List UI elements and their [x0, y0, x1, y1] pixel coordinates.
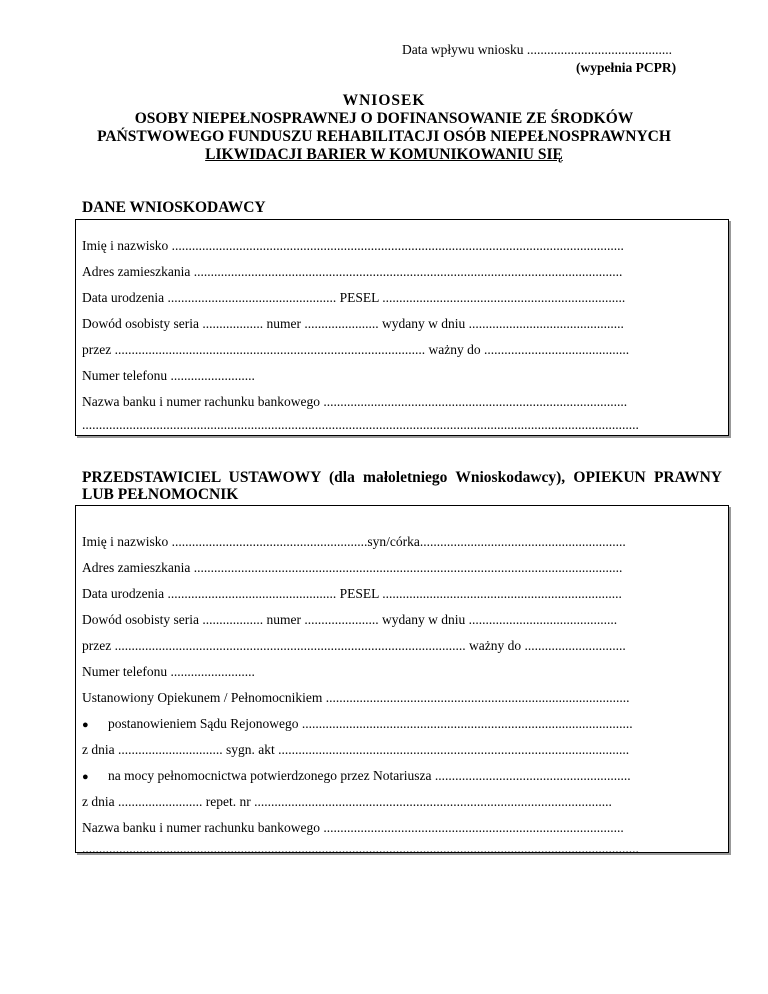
title-line-3: PAŃSTWOWEGO FUNDUSZU REHABILITACJI OSÓB NIEPEŁNOSPRAWNYCH [97, 128, 671, 145]
rep-issued-by-field[interactable]: przez ........................................................................................................ ważny do .............................. [82, 638, 626, 653]
rep-id-card-field[interactable]: Dowód osobisty seria .................. numer ...................... wydany w dniu ............................................ [82, 612, 618, 627]
form-title [0, 92, 768, 164]
receipt-note: (wypełnia PCPR) [576, 60, 677, 75]
rep-appointed-field[interactable]: Ustanowiony Opiekunem / Pełnomocnikiem .......................................................................................... [82, 690, 630, 705]
title-line-1: WNIOSEK [342, 92, 426, 109]
applicant-birth-pesel-field[interactable]: Data urodzenia .................................................. PESEL ........................................................................ [82, 290, 626, 305]
rep-birth-pesel-field[interactable]: Data urodzenia .................................................. PESEL ....................................................................... [82, 586, 622, 601]
applicant-bank-field[interactable]: Nazwa banku i numer rachunku bankowego .......................................................................................... [82, 394, 628, 409]
bullet-icon: ● [82, 719, 89, 731]
applicant-name-field[interactable]: Imię i nazwisko ...................................................................................................................................... [82, 238, 624, 253]
title-line-4: LIKWIDACJI BARIER W KOMUNIKOWANIU SIĘ [205, 146, 563, 163]
title-line-2: OSOBY NIEPEŁNOSPRAWNEJ O DOFINANSOWANIE ZE ŚRODKÓW [134, 110, 634, 127]
rep-address-field[interactable]: Adres zamieszkania ............................................................................................................................... [82, 560, 623, 575]
rep-bank-field[interactable]: Nazwa banku i numer rachunku bankowego ......................................................................................... [82, 820, 624, 835]
rep-court-decision-label: postanowieniem Sądu Rejonowego .................................................................................................. [108, 716, 633, 731]
rep-phone-field[interactable]: Numer telefonu ......................... [82, 664, 255, 679]
rep-court-date-field[interactable]: z dnia ............................... sygn. akt ........................................................................................................ [82, 742, 630, 757]
rep-bank-continuation-field[interactable]: ..................................................................................................................................................................... [82, 841, 639, 856]
applicant-section-heading: DANE WNIOSKODAWCY [82, 199, 266, 216]
applicant-bank-continuation-field[interactable]: ..................................................................................................................................................................... [82, 417, 639, 432]
rep-court-decision-item[interactable] [82, 716, 633, 733]
applicant-issued-by-field[interactable]: przez ............................................................................................ ważny do ........................................... [82, 342, 630, 357]
applicant-id-card-field[interactable]: Dowód osobisty seria .................. numer ...................... wydany w dniu .............................................. [82, 316, 624, 331]
receipt-date-line: Data wpływu wniosku ........................................... [402, 42, 672, 57]
receipt-date-block [402, 40, 677, 75]
rep-notary-label: na mocy pełnomocnictwa potwierdzonego przez Notariusza .......................................................... [108, 768, 631, 783]
applicant-box [75, 219, 729, 436]
bullet-icon: ● [82, 771, 89, 783]
rep-notary-date-field[interactable]: z dnia ......................... repet. nr .......................................................................................................... [82, 794, 612, 809]
representative-section-heading: PRZEDSTAWICIEL USTAWOWY (dla małoletniego Wnioskodawcy), OPIEKUN PRAWNY LUB PEŁNOMOCNIK [82, 469, 722, 503]
applicant-address-field[interactable]: Adres zamieszkania ............................................................................................................................... [82, 264, 623, 279]
applicant-phone-field[interactable]: Numer telefonu ......................... [82, 368, 255, 383]
rep-name-field[interactable]: Imię i nazwisko ..........................................................syn/córka............................................................. [82, 534, 626, 549]
rep-notary-item[interactable] [82, 768, 631, 785]
representative-box [75, 505, 729, 856]
